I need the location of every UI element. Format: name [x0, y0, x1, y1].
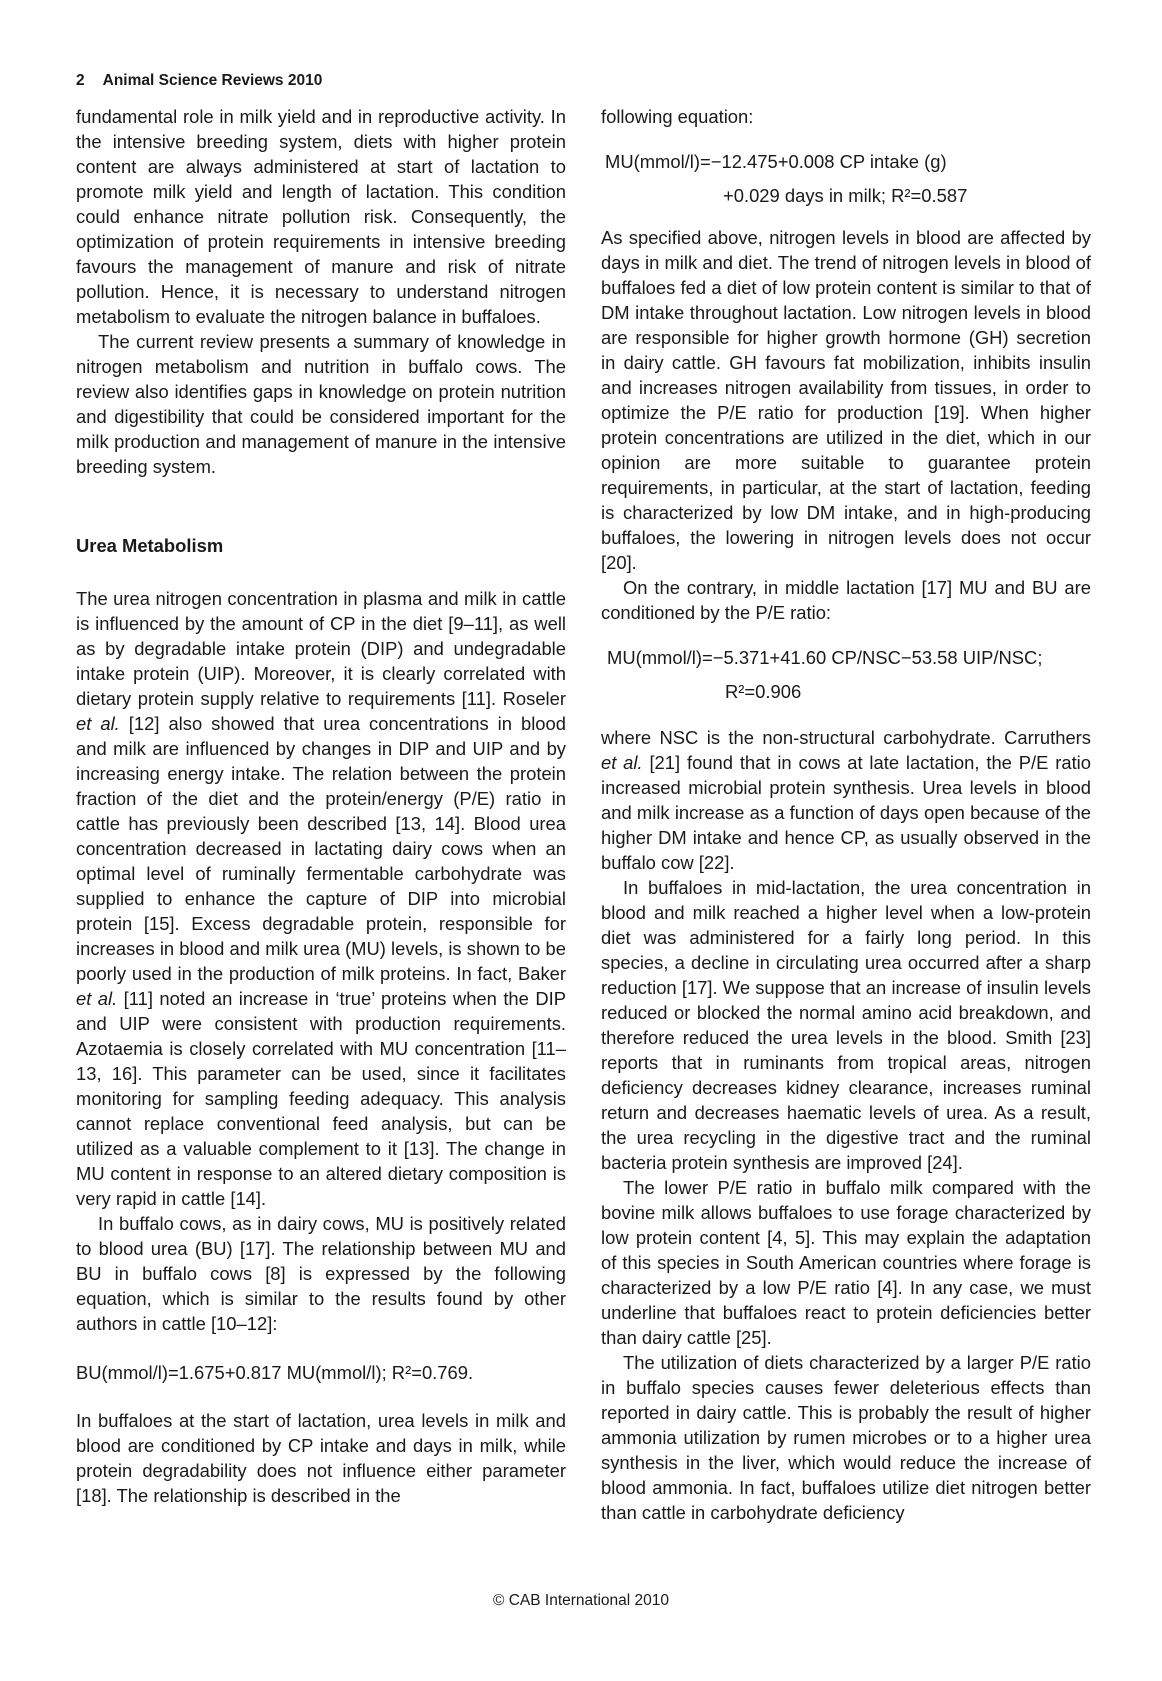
equation-line: MU(mmol/l)=−12.475+0.008 CP intake (g) — [605, 151, 947, 172]
equation-line: MU(mmol/l)=−5.371+41.60 CP/NSC−53.58 UIP/NSC; — [607, 647, 1043, 668]
paragraph: The current review presents a summary of knowledge in nitrogen metabolism and nutrition in buffalo cows. The review also identifies gaps in knowledge on protein nutrition and digestibility that could be considered important for the milk production and management of manure in the intensive breeding system. — [76, 331, 566, 477]
paragraph: The utilization of diets characterized by a larger P/E ratio in buffalo species causes fewer deleterious effects than reported in dairy cattle. This is probably the result of higher ammonia utilization by rumen microbes or to a higher urea synthesis in the liver, which would reduce the increase of blood ammonia. In fact, buffaloes utilize diet nitrogen better than cattle in carbohydrate deficiency — [601, 1352, 1091, 1523]
journal-title: Animal Science Reviews 2010 — [102, 72, 323, 89]
equation-bu: BU(mmol/l)=1.675+0.817 MU(mmol/l); R²=0.769. — [76, 1362, 474, 1383]
copyright-footer: © CAB International 2010 — [492, 1592, 669, 1609]
paragraph: On the contrary, in middle lactation [17] MU and BU are conditioned by the P/E ratio: — [601, 577, 1091, 623]
equation-mu-mid — [607, 641, 1091, 709]
paragraph: In buffaloes in mid-lactation, the urea concentration in blood and milk reached a higher level when a low-protein diet was administered for a fairly long period. In this species, a decline in circulating urea occurred after a sharp reduction [17]. We suppose that an increase of insulin levels reduced or blocked the normal amino acid breakdown, and therefore reduced the urea levels in the blood. Smith [23] reports that in ruminants from tropical areas, nitrogen deficiency decreases kidney clearance, increases ruminal return and decreases haematic levels of urea. As a result, the urea recycling in the digestive tract and the ruminal bacteria protein synthesis are improved [24]. — [601, 877, 1091, 1173]
paragraph: In buffalo cows, as in dairy cows, MU is positively related to blood urea (BU) [17]. The relationship between MU and BU in buffalo cows [8] is expressed by the following equation, which is similar to the results found by other authors in cattle [10–12]: — [76, 1213, 566, 1334]
equation-mu-early — [605, 145, 1091, 213]
paragraph: The lower P/E ratio in buffalo milk compared with the bovine milk allows buffaloes to use forage characterized by low protein content [4, 5]. This may explain the adaptation of this species in South American countries where forage is characterized by a low P/E ratio [4]. In any case, we must underline that buffaloes react to protein deficiencies better than dairy cattle [25]. — [601, 1177, 1091, 1348]
paragraph: As specified above, nitrogen levels in blood are affected by days in milk and diet. The trend of nitrogen levels in blood of buffaloes fed a diet of low protein content is similar to that of DM intake throughout lactation. Low nitrogen levels in blood are responsible for higher growth hormone (GH) secretion in dairy cattle. GH favours fat mobilization, inhibits insulin and increases nitrogen availability from tissues, in order to optimize the P/E ratio for production [19]. When higher protein concentrations are utilized in the diet, which in our opinion are more suitable to guarantee protein requirements, in particular, at the start of lactation, feeding is characterized by low DM intake, and in high-producing buffaloes, the lowering in nitrogen levels does not occur [20]. — [601, 227, 1091, 573]
equation-line: R²=0.906 — [725, 681, 802, 702]
et-al: et al. — [76, 713, 120, 734]
paragraph: The urea nitrogen concentration in plasma and milk in cattle is influenced by the amount of CP in the diet [9–11], as well as by degradable intake protein (DIP) and undegradable intake protein (UIP). Moreover, it is clearly correlated with dietary protein supply relative to requirements [11]. Roseler et al. [12] also showed that urea concentrations in blood and milk are influenced by changes in DIP and UIP and by increasing energy intake. The relation between the protein fraction of the diet and the protein/energy (P/E) ratio in cattle has previously been described [13, 14]. Blood urea concentration decreased in lactating dairy cows when an optimal level of ruminally fermentable carbohydrate was supplied to enhance the capture of DIP into microbial protein [15]. Excess degradable protein, responsible for increases in blood and milk urea (MU) levels, is shown to be poorly used in the production of milk proteins. In fact, Baker et al. [11] noted an increase in ‘true’ proteins when the DIP and UIP were consistent with production requirements. Azotaemia is closely correlated with MU concentration [11–13, 16]. This parameter can be used, since it facilitates monitoring for sampling feeding adequacy. This analysis cannot replace conventional feed analysis, but can be utilized as a valuable complement to it [13]. The change in MU content in response to an altered dietary composition is very rapid in cattle [14]. — [76, 588, 566, 1209]
running-header — [76, 72, 322, 90]
paragraph: In buffaloes at the start of lactation, urea levels in milk and blood are conditioned by CP intake and days in milk, while protein degradability does not influence either parameter [18]. The relationship is described in the — [76, 1410, 566, 1506]
et-al: et al. — [601, 752, 643, 773]
left-column — [76, 104, 566, 1508]
paragraph: where NSC is the non-structural carbohydrate. Carruthers et al. [21] found that in cows at late lactation, the P/E ratio increased microbial protein synthesis. Urea levels in blood and milk increase as a function of days open because of the higher DM intake and hence CP, as usually observed in the buffalo cow [22]. — [601, 727, 1091, 873]
et-al: et al. — [76, 988, 118, 1009]
paragraph: following equation: — [601, 106, 754, 127]
right-column — [601, 104, 1091, 1525]
paragraph: fundamental role in milk yield and in reproductive activity. In the intensive breeding system, diets with higher protein content are always administered at start of lactation to promote milk yield and length of lactation. This condition could enhance nitrate pollution risk. Consequently, the optimization of protein requirements in intensive breeding favours the management of manure and risk of nitrate pollution. Hence, it is necessary to understand nitrogen metabolism to evaluate the nitrogen balance in buffaloes. — [76, 106, 566, 327]
page-number: 2 — [76, 72, 85, 89]
section-heading: Urea Metabolism — [76, 535, 224, 556]
equation-line: +0.029 days in milk; R²=0.587 — [723, 185, 968, 206]
